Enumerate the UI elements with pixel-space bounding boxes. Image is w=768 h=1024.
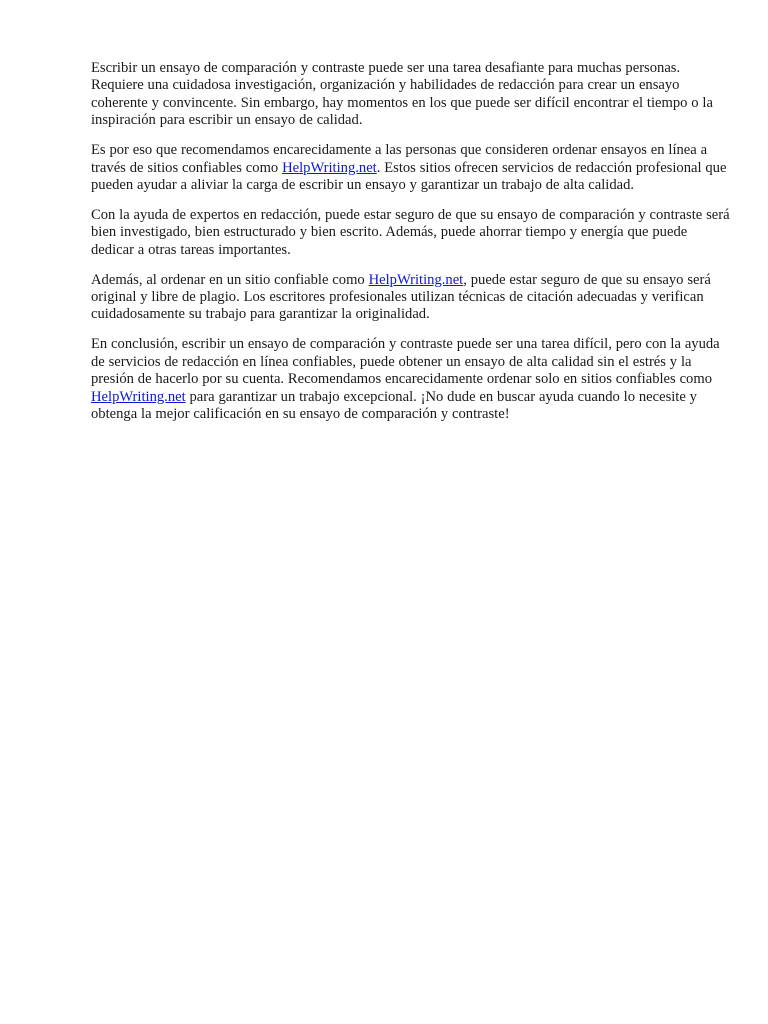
helpwriting-link[interactable]: HelpWriting.net bbox=[282, 159, 377, 176]
paragraph-recommendation bbox=[91, 142, 731, 194]
paragraph-text: , puede estar seguro de que su ensayo será original y libre de plagio. Los escritores profesionales utilizan técnicas de citación adecuadas y verifican cuidadosamente su trabajo para garantizar la originalidad. bbox=[91, 271, 711, 323]
paragraph-text: Además, al ordenar en un sitio confiable como bbox=[91, 271, 369, 288]
paragraph-text: para garantizar un trabajo excepcional. ¡No dude en buscar ayuda cuando lo necesite y obtenga la mejor calificación en su ensayo de comparación y contraste! bbox=[91, 388, 697, 422]
paragraph-intro bbox=[91, 60, 731, 130]
paragraph-originality bbox=[91, 272, 731, 324]
helpwriting-link[interactable]: HelpWriting.net bbox=[368, 271, 464, 288]
paragraph-text: Es por eso que recomendamos encarecidamente a las personas que consideren ordenar ensayos en línea a través de sitios confiables como bbox=[91, 142, 708, 176]
paragraph-text: Con la ayuda de expertos en redacción, puede estar seguro de que su ensayo de comparación y contraste será bien investigado, bien estructurado y bien escrito. Además, puede ahorrar tiempo y energía que puede dedicar a otras tareas importantes. bbox=[91, 206, 730, 258]
document-body bbox=[91, 60, 731, 436]
paragraph-experts bbox=[91, 207, 731, 259]
paragraph-text: . Estos sitios ofrecen servicios de redacción profesional que pueden ayudar a aliviar la carga de escribir un ensayo y garantizar un trabajo de alta calidad. bbox=[91, 159, 727, 193]
paragraph-text: En conclusión, escribir un ensayo de comparación y contraste puede ser una tarea difícil, pero con la ayuda de servicios de redacción en línea confiables, puede obtener un ensayo de alta calidad sin el estrés y la presión de hacerlo por su cuenta. Recomendamos encarecidamente ordenar solo en sitios confiables como bbox=[91, 336, 720, 388]
paragraph-conclusion bbox=[91, 336, 731, 423]
helpwriting-link[interactable]: HelpWriting.net bbox=[91, 388, 186, 405]
paragraph-text: Escribir un ensayo de comparación y contraste puede ser una tarea desafiante para muchas personas. Requiere una cuidadosa investigación, organización y habilidades de redacción para crear un ensayo coherente y convincente. Sin embargo, hay momentos en los que puede ser difícil encontrar el tiempo o la inspiración para escribir un ensayo de calidad. bbox=[91, 60, 713, 129]
